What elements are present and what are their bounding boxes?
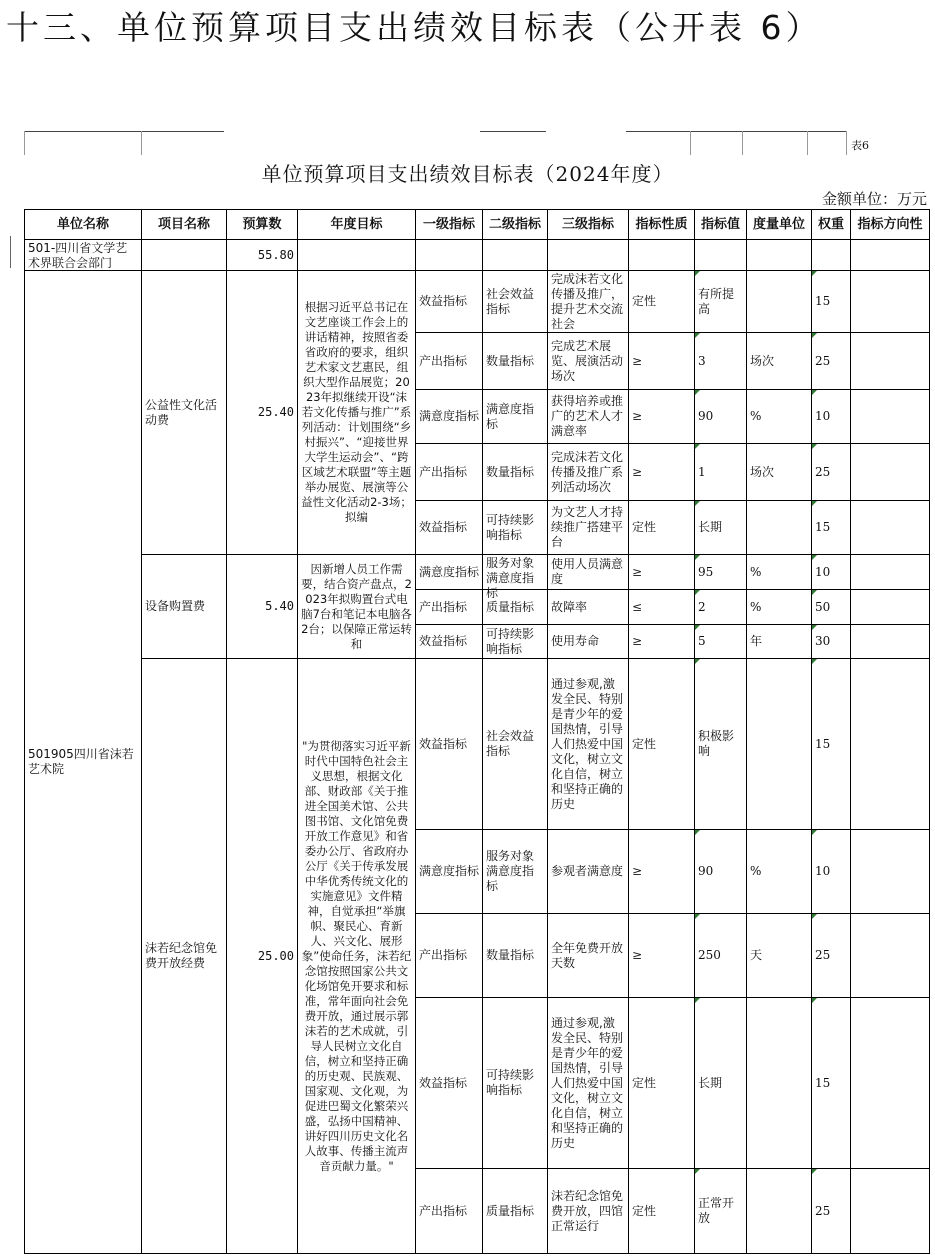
- indicator-level3: 完成沫若文化传播及推广，提升艺术交流社会: [548, 271, 629, 333]
- measure-unit: %: [747, 830, 812, 914]
- annual-goal: 因新增人员工作需要，结合资产盘点，2023年拟购置台式电脑7台和笔记本电脑各2台；以保障正常运转和: [298, 555, 416, 659]
- cell-marker: [812, 625, 817, 630]
- indicator-level1: 效益指标: [416, 625, 483, 659]
- indicator-level3: 故障率: [548, 590, 629, 625]
- indicator-level3: 使用人员满意度: [548, 555, 629, 590]
- table-number: 表6: [851, 139, 869, 152]
- indicator-level3: 使用寿命: [548, 625, 629, 659]
- indicator-level2: 数量指标: [483, 333, 548, 390]
- column-header: 指标值: [695, 210, 747, 240]
- indicator-weight: 10: [812, 830, 851, 914]
- indicator-direction: [851, 1169, 930, 1254]
- indicator-level3: 完成艺术展览、展演活动场次: [548, 333, 629, 390]
- department-row: [25, 240, 930, 271]
- indicator-value: 90: [695, 390, 747, 444]
- indicator-value: 90: [695, 830, 747, 914]
- indicator-value: 正常开放: [695, 1169, 747, 1254]
- cell-marker: [695, 444, 700, 449]
- cell-marker: [812, 659, 817, 664]
- cell-marker: [695, 914, 700, 919]
- project-budget: 25.00: [227, 659, 298, 1254]
- indicator-weight: 10: [812, 555, 851, 590]
- project-budget: 5.40: [227, 555, 298, 659]
- indicator-weight: 15: [812, 271, 851, 333]
- cell-marker: [812, 271, 817, 276]
- empty-cell: [747, 240, 812, 271]
- indicator-weight: 50: [812, 590, 851, 625]
- indicator-level1: 满意度指标: [416, 555, 483, 590]
- indicator-value: 长期: [695, 501, 747, 555]
- cell-marker: [812, 998, 817, 1003]
- cell-marker: [812, 390, 817, 395]
- indicator-weight: 25: [812, 914, 851, 998]
- indicator-weight: 25: [812, 444, 851, 501]
- cell-marker: [695, 998, 700, 1003]
- cell-marker: [695, 333, 700, 338]
- indicator-row: [25, 271, 930, 333]
- indicator-nature: ≥: [629, 390, 695, 444]
- indicator-level1: 满意度指标: [416, 390, 483, 444]
- indicator-level2: 可持续影响指标: [483, 501, 548, 555]
- measure-unit: 年: [747, 625, 812, 659]
- indicator-nature: ≥: [629, 555, 695, 590]
- amount-unit-label: 金额单位：万元: [821, 190, 927, 208]
- empty-cell: [483, 240, 548, 271]
- indicator-weight: 15: [812, 659, 851, 830]
- indicator-level1: 产出指标: [416, 1169, 483, 1254]
- header-row: [25, 210, 930, 240]
- measure-unit: [747, 659, 812, 830]
- indicator-value: 长期: [695, 998, 747, 1169]
- indicator-level3: 获得培养或推广的艺术人才满意率: [548, 390, 629, 444]
- page-heading: 十三、单位预算项目支出绩效目标表（公开表 6）: [6, 8, 823, 47]
- empty-cell: [298, 240, 416, 271]
- measure-unit: [747, 1169, 812, 1254]
- indicator-level3: 沫若纪念馆免费开放，四馆正常运行: [548, 1169, 629, 1254]
- project-name: 设备购置费: [142, 555, 227, 659]
- indicator-level1: 产出指标: [416, 590, 483, 625]
- cell-marker: [812, 501, 817, 506]
- indicator-value: 250: [695, 914, 747, 998]
- empty-cell: [812, 240, 851, 271]
- column-header: 单位名称: [25, 210, 142, 240]
- indicator-level1: 产出指标: [416, 444, 483, 501]
- column-header: 年度目标: [298, 210, 416, 240]
- indicator-direction: [851, 659, 930, 830]
- measure-unit: [747, 501, 812, 555]
- indicator-level3: 参观者满意度: [548, 830, 629, 914]
- indicator-level3: 为文艺人才持续推广搭建平台: [548, 501, 629, 555]
- measure-unit: [747, 998, 812, 1169]
- column-header: 二级指标: [483, 210, 548, 240]
- measure-unit: 场次: [747, 444, 812, 501]
- cell-marker: [695, 555, 700, 560]
- indicator-direction: [851, 390, 930, 444]
- cell-marker: [812, 914, 817, 919]
- indicator-level2: 服务对象满意度指标: [483, 555, 548, 590]
- indicator-level2: 质量指标: [483, 590, 548, 625]
- indicator-direction: [851, 501, 930, 555]
- cell-marker: [695, 659, 700, 664]
- department-name: 501-四川省文学艺术界联合会部门: [25, 240, 142, 271]
- header-rule: [24, 131, 850, 155]
- measure-unit: 场次: [747, 333, 812, 390]
- column-header: 三级指标: [548, 210, 629, 240]
- indicator-level2: 质量指标: [483, 1169, 548, 1254]
- indicator-level3: 通过参观,激发全民、特别是青少年的爱国热情，引导人们热爱中国文化，树立文化自信，树立和坚持正确的历史: [548, 998, 629, 1169]
- indicator-direction: [851, 625, 930, 659]
- indicator-level2: 社会效益指标: [483, 271, 548, 333]
- indicator-weight: 15: [812, 998, 851, 1169]
- cell-marker: [812, 590, 817, 595]
- indicator-level1: 效益指标: [416, 998, 483, 1169]
- indicator-nature: ≥: [629, 444, 695, 501]
- indicator-value: 2: [695, 590, 747, 625]
- indicator-level2: 满意度指标: [483, 390, 548, 444]
- indicator-level1: 效益指标: [416, 501, 483, 555]
- indicator-nature: ≤: [629, 590, 695, 625]
- margin-mark: [10, 236, 11, 268]
- indicator-level1: 满意度指标: [416, 830, 483, 914]
- column-header: 指标性质: [629, 210, 695, 240]
- column-header: 度量单位: [747, 210, 812, 240]
- indicator-direction: [851, 271, 930, 333]
- measure-unit: %: [747, 555, 812, 590]
- indicator-level2: 可持续影响指标: [483, 625, 548, 659]
- empty-cell: [629, 240, 695, 271]
- indicator-weight: 25: [812, 1169, 851, 1254]
- indicator-row: [25, 659, 930, 830]
- indicator-level2: 数量指标: [483, 444, 548, 501]
- indicator-level2: 数量指标: [483, 914, 548, 998]
- indicator-nature: ≥: [629, 625, 695, 659]
- indicator-weight: 30: [812, 625, 851, 659]
- empty-cell: [416, 240, 483, 271]
- project-name: 公益性文化活动费: [142, 271, 227, 555]
- project-budget: 25.40: [227, 271, 298, 555]
- indicator-direction: [851, 914, 930, 998]
- project-name: 沫若纪念馆免费开放经费: [142, 659, 227, 1254]
- indicator-level3: 通过参观,激发全民、特别是青少年的爱国热情，引导人们热爱中国文化，树立文化自信，树立和坚持正确的历史: [548, 659, 629, 830]
- indicator-level2: 社会效益指标: [483, 659, 548, 830]
- column-header: 权重: [812, 210, 851, 240]
- indicator-nature: 定性: [629, 998, 695, 1169]
- indicator-nature: 定性: [629, 659, 695, 830]
- indicator-level1: 效益指标: [416, 271, 483, 333]
- indicator-row: [25, 555, 930, 590]
- indicator-nature: ≥: [629, 830, 695, 914]
- indicator-level1: 效益指标: [416, 659, 483, 830]
- cell-marker: [695, 830, 700, 835]
- indicator-nature: ≥: [629, 914, 695, 998]
- indicator-nature: 定性: [629, 501, 695, 555]
- indicator-value: 1: [695, 444, 747, 501]
- indicator-direction: [851, 333, 930, 390]
- empty-cell: [851, 240, 930, 271]
- measure-unit: [747, 271, 812, 333]
- empty-cell: [548, 240, 629, 271]
- annual-goal: 根据习近平总书记在文艺座谈工作会上的讲话精神，按照省委省政府的要求，组织艺术家文艺惠民，组织大型作品展览；2023年拟继续开设“沫若文化传播与推广”系列活动：计划围绕“乡村振兴”、“迎接世界大学生运动会”、“跨区域艺术联盟”等主题举办展览、展演等公益性文化活动2-3场；拟编: [298, 271, 416, 555]
- indicator-nature: 定性: [629, 1169, 695, 1254]
- indicator-level2: 服务对象满意度指标: [483, 830, 548, 914]
- indicator-level3: 全年免费开放天数: [548, 914, 629, 998]
- cell-marker: [695, 625, 700, 630]
- cell-marker: [812, 1169, 817, 1174]
- indicator-weight: 15: [812, 501, 851, 555]
- cell-marker: [695, 1169, 700, 1174]
- indicator-value: 有所提高: [695, 271, 747, 333]
- indicator-value: 积极影响: [695, 659, 747, 830]
- indicator-direction: [851, 555, 930, 590]
- department-budget: 55.80: [227, 240, 298, 271]
- cell-marker: [812, 333, 817, 338]
- measure-unit: 天: [747, 914, 812, 998]
- indicator-value: 95: [695, 555, 747, 590]
- cell-marker: [695, 390, 700, 395]
- cell-marker: [695, 501, 700, 506]
- cell-marker: [812, 555, 817, 560]
- annual-goal: "为贯彻落实习近平新时代中国特色社会主义思想，根据文化部、财政部《关于推进全国美术馆、公共图书馆、文化馆免费开放工作意见》和省委办公厅、省政府办公厅《关于传承发展中华优秀传统文化的实施意见》文件精神，自觉承担“举旗帜、聚民心、育新人、兴文化、展形象”使命任务，沫若纪念馆按照国家公共文化场馆免开要求和标准，常年面向社会免费开放，通过展示郭沫若的艺术成就，引导人民树立文化自信，树立和坚持正确的历史观、民族观、国家观、文化观，为促进巴蜀文化繁荣兴盛，弘扬中国精神、讲好四川历史文化名人故事、传播主流声音贡献力量。": [298, 659, 416, 1254]
- indicator-value: 3: [695, 333, 747, 390]
- indicator-value: 5: [695, 625, 747, 659]
- column-header: 一级指标: [416, 210, 483, 240]
- indicator-direction: [851, 830, 930, 914]
- indicator-nature: ≥: [629, 333, 695, 390]
- indicator-direction: [851, 590, 930, 625]
- table-title: 单位预算项目支出绩效目标表（2024年度）: [261, 162, 674, 186]
- indicator-nature: 定性: [629, 271, 695, 333]
- cell-marker: [812, 830, 817, 835]
- unit-name: 501905四川省沫若艺术院: [25, 271, 142, 1254]
- indicator-level1: 产出指标: [416, 914, 483, 998]
- measure-unit: %: [747, 390, 812, 444]
- cell-marker: [812, 444, 817, 449]
- indicator-weight: 10: [812, 390, 851, 444]
- measure-unit: %: [747, 590, 812, 625]
- performance-table: [24, 209, 930, 1254]
- indicator-direction: [851, 998, 930, 1169]
- indicator-direction: [851, 444, 930, 501]
- column-header: 预算数: [227, 210, 298, 240]
- empty-cell: [142, 240, 227, 271]
- cell-marker: [695, 590, 700, 595]
- indicator-level1: 产出指标: [416, 333, 483, 390]
- column-header: 指标方向性: [851, 210, 930, 240]
- indicator-weight: 25: [812, 333, 851, 390]
- indicator-level3: 完成沫若文化传播及推广系列活动场次: [548, 444, 629, 501]
- empty-cell: [695, 240, 747, 271]
- column-header: 项目名称: [142, 210, 227, 240]
- indicator-level2: 可持续影响指标: [483, 998, 548, 1169]
- cell-marker: [695, 271, 700, 276]
